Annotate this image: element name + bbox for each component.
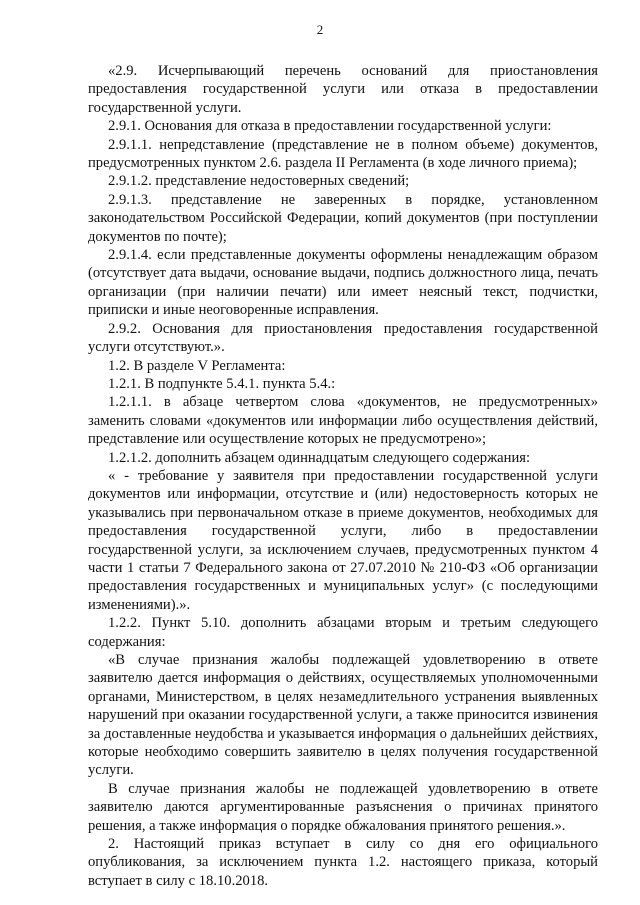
paragraph: 1.2.2. Пункт 5.10. дополнить абзацами вторым и третьим следующего содержания: (88, 615, 598, 650)
paragraph: 1.2. В разделе V Регламента: (108, 357, 286, 374)
paragraph: 2. Настоящий приказ вступает в силу со дня его официального опубликования, за исключением пункта 1.2. настоящего приказа, который вступает в силу с 18.10.2018. (88, 836, 598, 889)
paragraph: В случае признания жалобы не подлежащей удовлетворению в ответе заявителю даются аргументированные разъяснения о причинах принятого решения, а также информация о порядке обжалования принятого решения.». (88, 780, 598, 834)
document-body (88, 62, 598, 890)
paragraph: « - требование у заявителя при предоставлении государственной услуги документов или информации, отсутствие и (или) недостоверность которых не указывались при первоначальном отказе в приеме документов, необходимых для предоставления государственной услуги, либо в предоставлении государственной услуги, за исключением случаев, предусмотренных пунктом 4 части 1 статьи 7 Федерального закона от 27.07.2010 № 210-ФЗ «Об организации предоставления государственных и муниципальных услуг» (с последующими изменениями).». (88, 467, 598, 613)
paragraph: 1.2.1.2. дополнить абзацем одиннадцатым следующего содержания: (108, 449, 531, 466)
paragraph: «В случае признания жалобы подлежащей удовлетворению в ответе заявителю дается информация о действиях, осуществляемых уполномоченными органами, Министерством, в целях незамедлительного устранения выявленных нарушений при оказании государственной услуги, а также приносится извинения за доставленные неудобства и указывается информация о дальнейших действиях, которые необходимо совершить заявителю в целях получения государственной услуги. (88, 652, 598, 779)
paragraph: 2.9.1.4. если представленные документы оформлены ненадлежащим образом (отсутствует дата выдачи, основание выдачи, подпись должностного лица, печать организации (при наличии печати) или имеет неясный текст, подчистки, приписки и иные неоговоренные исправления. (88, 247, 598, 319)
paragraph: 2.9.1. Основания для отказа в предоставлении государственной услуги: (108, 118, 552, 135)
paragraph: 1.2.1. В подпункте 5.4.1. пункта 5.4.: (108, 375, 336, 392)
paragraph: «2.9. Исчерпывающий перечень оснований для приостановления предоставления государственной услуги или отказа в предоставлении государственной услуги. (88, 63, 598, 116)
page-number: 2 (316, 22, 324, 37)
paragraph: 2.9.1.1. непредставление (представление не в полном объеме) документов, предусмотренных пунктом 2.6. раздела II Регламента (в ходе личного приема); (88, 136, 598, 172)
paragraph: 2.9.1.3. представление не заверенных в порядке, установленном законодательством Российской Федерации, копий документов (при поступлении документов по почте); (88, 191, 598, 245)
paragraph: 2.9.1.2. представление недостоверных сведений; (108, 173, 410, 190)
paragraph: 1.2.1.1. в абзаце четвертом слова «документов, не предусмотренных» заменить словами «документов или информации либо осуществления действий, представление или осуществление которых не предусмотрено»; (88, 394, 598, 448)
paragraph: 2.9.2. Основания для приостановления предоставления государственной услуги отсутствуют.». (88, 320, 598, 356)
